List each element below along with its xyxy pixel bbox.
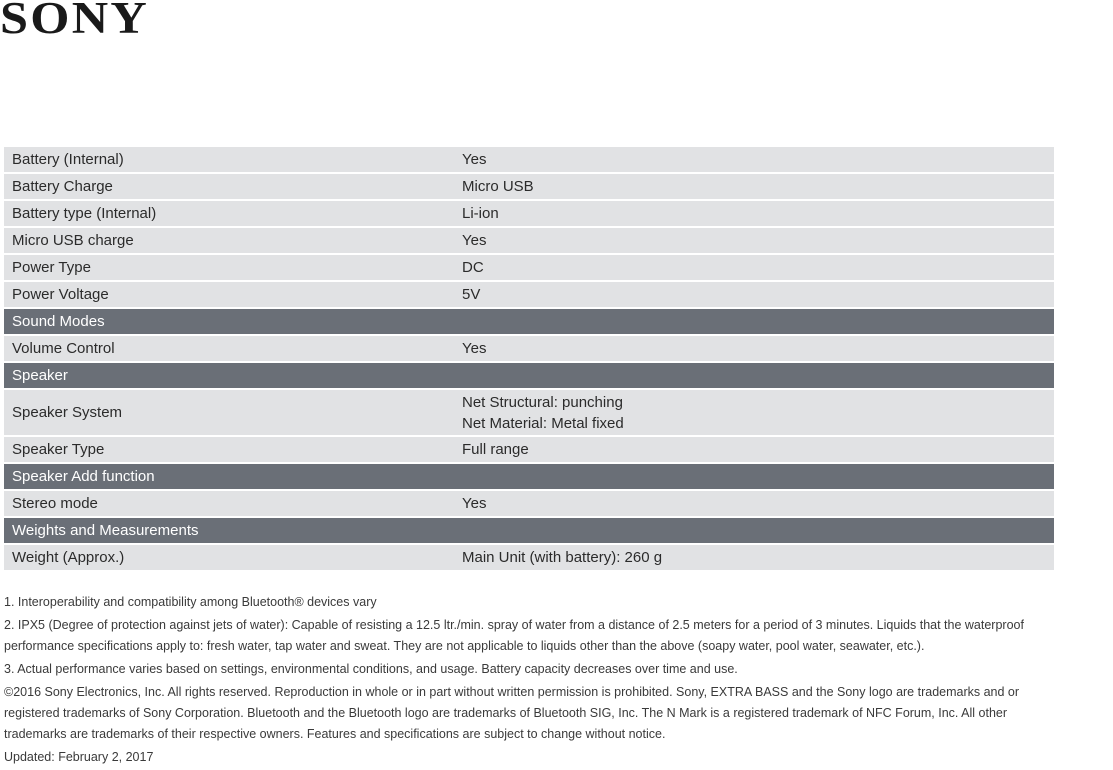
- footnote-2-line: performance specifications apply to: fresh water, tap water and sweat. They are not applicable to liquids other than the above (soapy water, pool water, seawater, etc.).: [4, 639, 925, 653]
- section-header: [4, 463, 1054, 490]
- section-title: Sound Modes: [4, 308, 1054, 335]
- spec-row: [4, 335, 1054, 362]
- section-title: Speaker Add function: [4, 463, 1054, 490]
- spec-row: [4, 200, 1054, 227]
- section-header: [4, 517, 1054, 544]
- spec-label: Power Type: [4, 254, 454, 281]
- footnote-2: [4, 615, 1113, 657]
- spec-value: DC: [454, 254, 1054, 281]
- spec-row: [4, 227, 1054, 254]
- updated-date: Updated: February 2, 2017: [4, 750, 154, 764]
- spec-value: Yes: [454, 335, 1054, 362]
- copyright-line: trademarks are trademarks of their respective owners. Features and specifications are subject to change without notice.: [4, 727, 666, 741]
- section-header: [4, 362, 1054, 389]
- spec-value: Yes: [454, 490, 1054, 517]
- footnote-2-line: 2. IPX5 (Degree of protection against jets of water): Capable of resisting a 12.5 ltr./min. spray of water from a distance of 2.5 meters for a period of 3 minutes. Liquids that the waterproof: [4, 618, 1024, 632]
- sony-logo: SONY: [0, 0, 149, 43]
- spec-row: [4, 254, 1054, 281]
- spec-row: [4, 389, 1054, 436]
- spec-label: Stereo mode: [4, 490, 454, 517]
- spec-row: [4, 281, 1054, 308]
- spec-row: [4, 490, 1054, 517]
- footnote-3: 3. Actual performance varies based on settings, environmental conditions, and usage. Battery capacity decreases over time and use.: [4, 662, 738, 676]
- spec-value: Li-ion: [454, 200, 1054, 227]
- spec-label: Micro USB charge: [4, 227, 454, 254]
- copyright-line: ©2016 Sony Electronics, Inc. All rights reserved. Reproduction in whole or in part without written permission is prohibited. Sony, EXTRA BASS and the Sony logo are trademarks and or: [4, 685, 1020, 699]
- spec-value: 5V: [454, 281, 1054, 308]
- spec-value: Main Unit (with battery): 260 g: [454, 544, 1054, 571]
- spec-row: [4, 147, 1054, 173]
- copyright-line: registered trademarks of Sony Corporation. Bluetooth and the Bluetooth logo are trademarks of Bluetooth SIG, Inc. The N Mark is a registered trademark of NFC Forum, Inc. All other: [4, 706, 1008, 720]
- spec-value: Full range: [454, 436, 1054, 463]
- spec-row: [4, 544, 1054, 571]
- spec-row: [4, 173, 1054, 200]
- section-title: Speaker: [4, 362, 1054, 389]
- section-header: [4, 308, 1054, 335]
- spec-label: Power Voltage: [4, 281, 454, 308]
- spec-value-line: Net Material: Metal fixed: [462, 414, 624, 432]
- copyright-notice: [4, 682, 1113, 745]
- spec-value-line: Net Structural: punching: [462, 393, 623, 411]
- spec-label: Battery Charge: [4, 173, 454, 200]
- footnote-1: 1. Interoperability and compatibility among Bluetooth® devices vary: [4, 595, 377, 609]
- spec-label: Speaker Type: [4, 436, 454, 463]
- spec-label: Volume Control: [4, 335, 454, 362]
- spec-value: Yes: [454, 227, 1054, 254]
- footnotes: [4, 592, 1113, 770]
- spec-value: Yes: [454, 147, 1054, 173]
- spec-label: Speaker System: [4, 389, 454, 436]
- spec-row: [4, 436, 1054, 463]
- spec-table: [4, 147, 1054, 572]
- spec-label: Battery (Internal): [4, 147, 454, 173]
- section-title: Weights and Measurements: [4, 517, 1054, 544]
- spec-value: Micro USB: [454, 173, 1054, 200]
- spec-value: [454, 389, 1054, 436]
- spec-label: Battery type (Internal): [4, 200, 454, 227]
- spec-label: Weight (Approx.): [4, 544, 454, 571]
